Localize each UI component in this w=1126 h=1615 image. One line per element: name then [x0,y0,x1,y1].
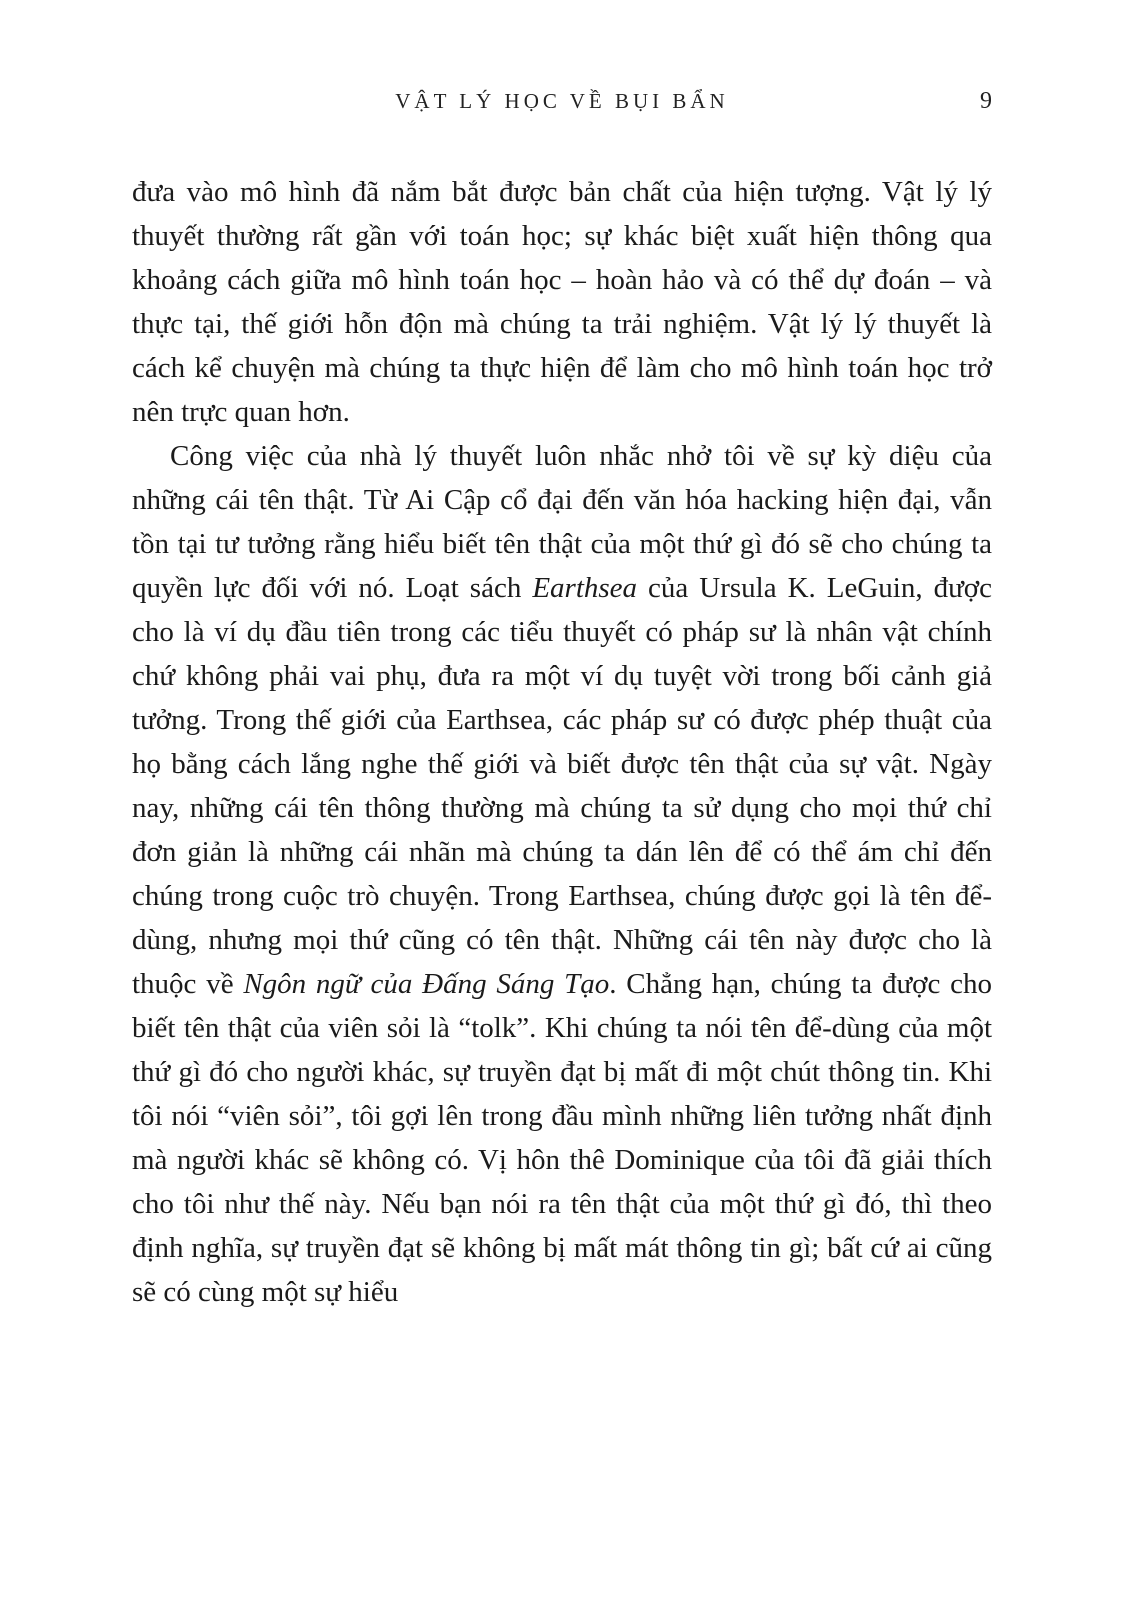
text-run: của Ursula K. LeGuin, được cho là ví dụ đầu tiên trong các tiểu thuyết có pháp sư là nhân vật chính chứ không phải vai phụ, đưa ra một ví dụ tuyệt vời trong bối cảnh giả tưởng. Trong thế giới của Earthsea, các pháp sư có được phép thuật của họ bằng cách lắng nghe thế giới và biết được tên thật của sự vật. Ngày nay, những cái tên thông thường mà chúng ta sử dụng cho mọi thứ chỉ đơn giản là những cái nhãn mà chúng ta dán lên để có thể ám chỉ đến chúng trong cuộc trò chuyện. Trong Earthsea, chúng được gọi là tên để-dùng, nhưng mọi thứ cũng có tên thật. Những cái tên này được cho là thuộc về [132,572,993,1000]
text-run: đưa vào mô hình đã nắm bắt được bản chất của hiện tượng. Vật lý lý thuyết thường rất gần với toán học; sự khác biệt xuất hiện thông qua khoảng cách giữa mô hình toán học – hoàn hảo và có thể dự đoán – và thực tại, thế giới hỗn độn mà chúng ta trải nghiệm. Vật lý lý thuyết là cách kể chuyện mà chúng ta thực hiện để làm cho mô hình toán học trở nên trực quan hơn. [132,176,992,428]
paragraph [132,170,992,434]
italic-text-run: Ngôn ngữ của Đấng Sáng Tạo [243,968,610,1000]
italic-text-run: Earthsea [532,572,638,604]
body-text [132,170,992,1314]
paragraph [132,434,992,1314]
page-number: 9 [980,88,992,114]
text-run: . Chẳng hạn, chúng ta được cho biết tên thật của viên sỏi là “tolk”. Khi chúng ta nói tên để-dùng của một thứ gì đó cho người khác, sự truyền đạt bị mất đi một chút thông tin. Khi tôi nói “viên sỏi”, tôi gợi lên trong đầu mình những liên tưởng nhất định mà người khác sẽ không có. Vị hôn thê Dominique của tôi đã giải thích cho tôi như thế này. Nếu bạn nói ra tên thật của một thứ gì đó, thì theo định nghĩa, sự truyền đạt sẽ không bị mất mát thông tin gì; bất cứ ai cũng sẽ có cùng một sự hiểu [132,968,992,1308]
running-header-title: VẬT LÝ HỌC VỀ BỤI BẨN [395,89,729,113]
running-header [132,84,992,118]
text-run: Công việc của nhà lý thuyết luôn nhắc nhở tôi về sự kỳ diệu của những cái tên thật. Từ Ai Cập cổ đại đến văn hóa hacking hiện đại, vẫn tồn tại tư tưởng rằng hiểu biết tên thật của một thứ gì đó sẽ cho chúng ta quyền lực đối với nó. Loạt sách [132,440,992,604]
